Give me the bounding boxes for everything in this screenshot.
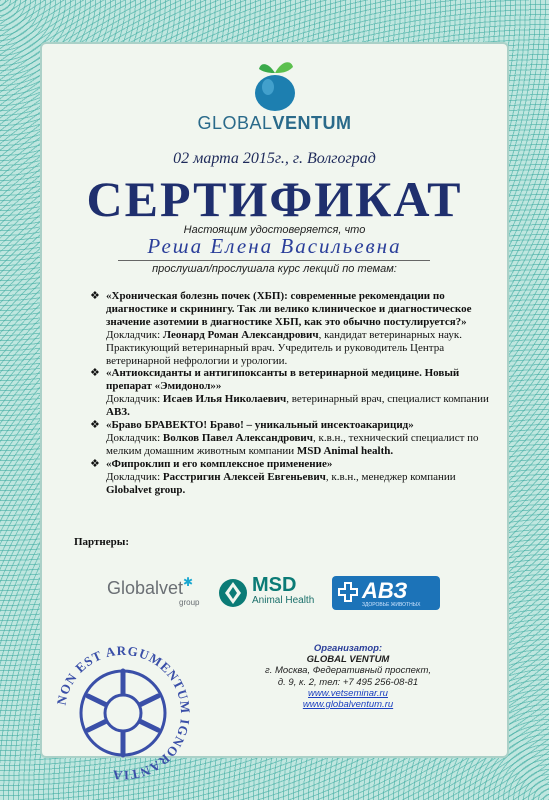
lecture-list [90,290,490,497]
speaker-company: АВЗ. [106,406,130,419]
star-icon: ✱ [183,575,194,589]
lecture-item [90,367,490,419]
lecture-title: «Браво БРАВЕКТО! Браво! – уникальный инсектоакарицид» [106,419,414,432]
globalvet-sub: group [179,598,200,607]
globalventum-logo-icon [251,55,299,115]
speaker-name: Исаев Илья Николаевич [162,393,287,406]
lecture-item [90,458,490,497]
speaker-info: , к.в.н., технический специалист по мелким домашним животным компании [106,431,479,457]
avz-name: АВЗ [362,578,408,603]
globalvet-logo [107,575,200,607]
avz-strip: ЗДОРОВЬЕ ЖИВОТНЫХ [362,602,421,608]
speaker-company: MSD Animal health. [296,444,394,457]
bullet-icon: ❖ [90,457,100,470]
bullet-icon: ❖ [90,419,100,432]
bullet-icon: ❖ [90,367,100,380]
speaker-prefix: Докладчик: [106,393,163,406]
seal-emblem-icon [48,638,198,788]
seal-text: NON EST ARGUMENTUM IGNORANTIA [53,642,194,784]
lecture-title: «Хроническая болезнь почек (ХБП): современные рекомендации по диагностике и скринингу. Так ли велико клиническое и диагностическое значение азотемии в диагностике ХБП, как это обычно постулируется?» [106,290,472,328]
organizer-address1: г. Москва, Федеративный проспект, [265,665,431,677]
speaker-company: Globalvet group. [106,483,186,496]
msd-sub: Animal Health [252,595,315,606]
logo-part1: GLOBAL [197,113,273,133]
globalvet-name: Globalvet [107,578,184,598]
organizer-address2: д. 9, к. 2, тел: +7 495 256-08-81 [277,676,419,688]
organizer-block [258,643,438,710]
speaker-prefix: Докладчик: [106,470,163,483]
speaker-info: , ветеринарный врач, специалист компании [286,393,489,406]
speaker-prefix: Докладчик: [106,431,163,444]
bullet-icon: ❖ [90,290,100,302]
organizer-label: Организатор: [313,643,383,654]
lecture-title: «Антиоксиданты и антигипоксанты в ветеринарной медицине. Новый препарат «Эмидонол»» [106,367,460,393]
lecture-item [90,290,490,367]
date-line: 02 марта 2015г., г. Волгоград [173,150,376,167]
logo-part2: VENTUM [272,113,352,133]
speaker-info: , кандидат ветеринарных наук. Практикующий ветеринарный врач. Учредитель и руководитель Центра ветеринарной нефрологии и урологии. [106,328,462,367]
msd-emblem-icon [218,578,248,608]
partners-label: Партнеры: [74,536,130,548]
speaker-name: Леонард Роман Александрович [162,328,319,341]
msd-logo [252,574,314,606]
certificate-title: СЕРТИФИКАТ [86,171,463,227]
name-underline [118,260,430,261]
speaker-info: , к.в.н., менеджер компании [325,470,456,483]
logo-wordmark [0,113,549,134]
organizer-site2[interactable]: www.globalventum.ru [302,699,394,711]
recipient-name: Реша Елена Васильевна [147,234,402,258]
lecture-title: «Фипроклип и его комплексное применение» [106,457,333,470]
attended-text: прослушал/прослушала курс лекций по темам: [152,263,397,275]
certifies-text: Настоящим удостоверяется, что [183,224,366,236]
speaker-prefix: Докладчик: [106,328,163,341]
organizer-site1[interactable]: www.vetseminar.ru [308,687,388,699]
lecture-item [90,419,490,458]
speaker-name: Расстригин Алексей Евгеньевич [162,470,326,483]
cross-icon [338,582,358,602]
organizer-name: GLOBAL VENTUM [306,654,390,666]
msd-name: MSD [252,574,297,596]
avz-logo [332,576,440,610]
speaker-name: Волков Павел Александрович [162,431,313,444]
